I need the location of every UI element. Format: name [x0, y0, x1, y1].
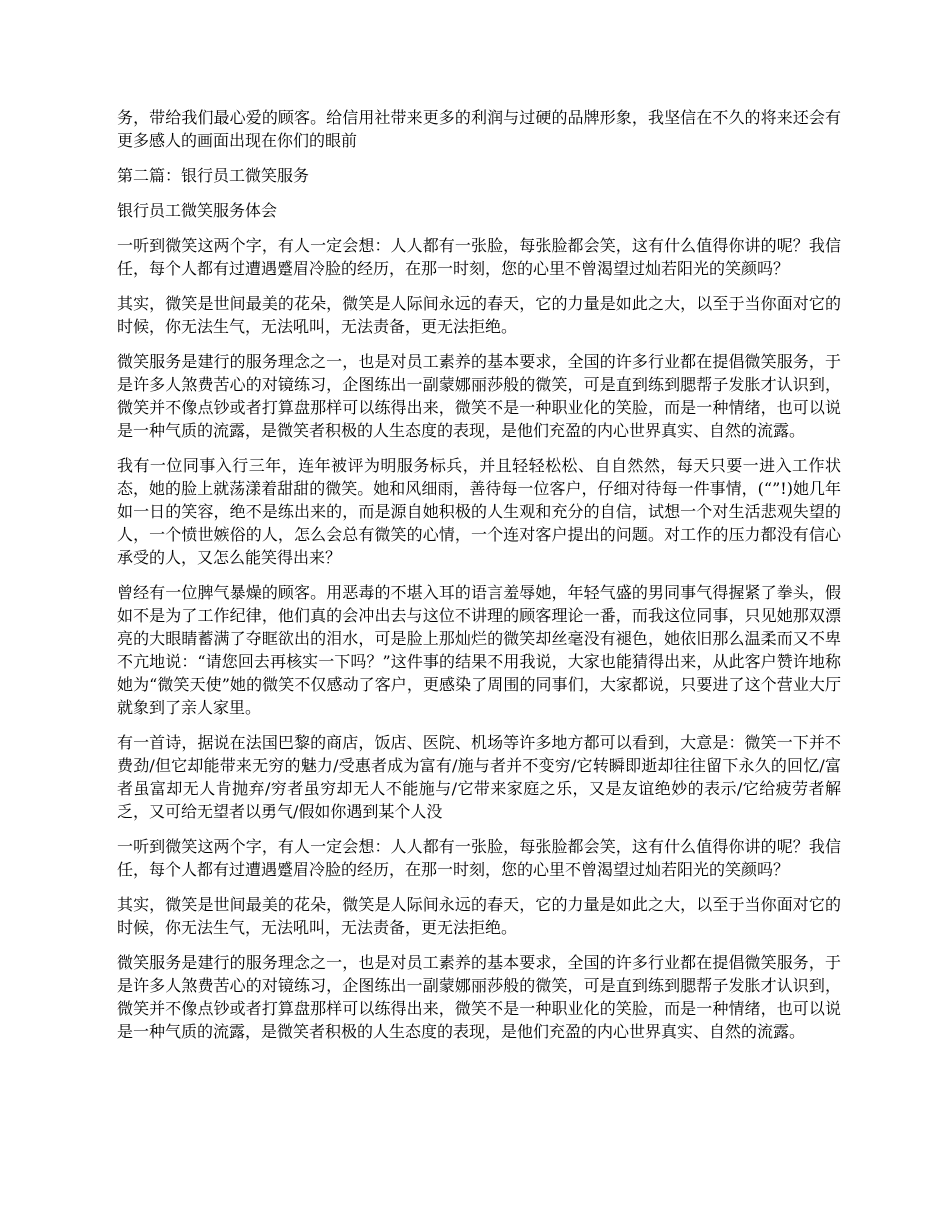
- article-title: 银行员工微笑服务体会: [117, 201, 278, 220]
- paragraph: 曾经有一位脾气暴燥的顾客。用恶毒的不堪入耳的语言羞辱她，年轻气盛的男同事气得握紧了拳头，假如不是为了工作纪律，他们真的会冲出去与这位不讲理的顾客理论一番，而我这位同事，只见她那双漂亮的大眼睛蓄满了夺眶欲出的泪水，可是脸上那灿烂的微笑却丝毫没有褪色，她依旧那么温柔而又不卑不亢地说：“请您回去再核实一下吗？”这件事的结果不用我说，大家也能猜得出来，从此客户赞许地称她为“微笑天使”她的微笑不仅感动了客户，更感染了周围的同事们，大家都说，只要进了这个营业大厅就象到了亲人家里。: [117, 583, 841, 717]
- section-heading: 第二篇：银行员工微笑服务: [117, 166, 310, 185]
- paragraph: 其实，微笑是世间最美的花朵，微笑是人际间永远的春天，它的力量是如此之大，以至于当你面对它的时候，你无法生气，无法吼叫，无法责备，更无法拒绝。: [117, 294, 841, 336]
- paragraph-continuation: 务，带给我们最心爱的顾客。给信用社带来更多的利润与过硬的品牌形象，我坚信在不久的将来还会有更多感人的画面出现在你们的眼前: [117, 108, 841, 150]
- paragraph: 有一首诗，据说在法国巴黎的商店，饭店、医院、机场等许多地方都可以看到，大意是：微笑一下并不费劲/但它却能带来无穷的魅力/受惠者成为富有/施与者并不变穷/它转瞬即逝却往往留下永久的回忆/富者虽富却无人肯抛弃/穷者虽穷却无人不能施与/它带来家庭之乐，又是友谊绝妙的表示/它给疲劳者解乏，又可给无望者以勇气/假如你遇到某个人没: [117, 733, 841, 821]
- paragraph: 一听到微笑这两个字，有人一定会想：人人都有一张脸，每张脸都会笑，这有什么值得你讲的呢？我信任，每个人都有过遭遇蹙眉冷脸的经历，在那一时刻，您的心里不曾渴望过灿若阳光的笑颜吗？: [117, 236, 841, 278]
- paragraph: 我有一位同事入行三年，连年被评为明服务标兵，并且轻轻松松、自自然然，每天只要一进入工作状态，她的脸上就荡漾着甜甜的微笑。她和风细雨，善待每一位客户，仔细对待每一件事情，(“”!)她几年如一日的笑容，绝不是练出来的，而是源自她积极的人生观和充分的自信，试想一个对生活悲观失望的人，一个愤世嫉俗的人，怎么会总有微笑的心情，一个连对客户提出的问题。对工作的压力都没有信心承受的人，又怎么能笑得出来？: [117, 456, 841, 567]
- paragraph: 微笑服务是建行的服务理念之一，也是对员工素养的基本要求，全国的许多行业都在提倡微笑服务，于是许多人煞费苦心的对镜练习，企图练出一副蒙娜丽莎般的微笑，可是直到练到腮帮子发胀才认识到，微笑并不像点钞或者打算盘那样可以练得出来，微笑不是一种职业化的笑脸，而是一种情绪，也可以说是一种气质的流露，是微笑者积极的人生态度的表现，是他们充盈的内心世界真实、自然的流露。: [117, 953, 841, 1041]
- document-page: [117, 106, 841, 1055]
- paragraph: 微笑服务是建行的服务理念之一，也是对员工素养的基本要求，全国的许多行业都在提倡微笑服务，于是许多人煞费苦心的对镜练习，企图练出一副蒙娜丽莎般的微笑，可是直到练到腮帮子发胀才认识到，微笑并不像点钞或者打算盘那样可以练得出来，微笑不是一种职业化的笑脸，而是一种情绪，也可以说是一种气质的流露，是微笑者积极的人生态度的表现，是他们充盈的内心世界真实、自然的流露。: [117, 352, 841, 440]
- paragraph: 其实，微笑是世间最美的花朵，微笑是人际间永远的春天，它的力量是如此之大，以至于当你面对它的时候，你无法生气，无法吼叫，无法责备，更无法拒绝。: [117, 895, 841, 937]
- paragraph: 一听到微笑这两个字，有人一定会想：人人都有一张脸，每张脸都会笑，这有什么值得你讲的呢？我信任，每个人都有过遭遇蹙眉冷脸的经历，在那一时刻，您的心里不曾渴望过灿若阳光的笑颜吗？: [117, 837, 841, 879]
